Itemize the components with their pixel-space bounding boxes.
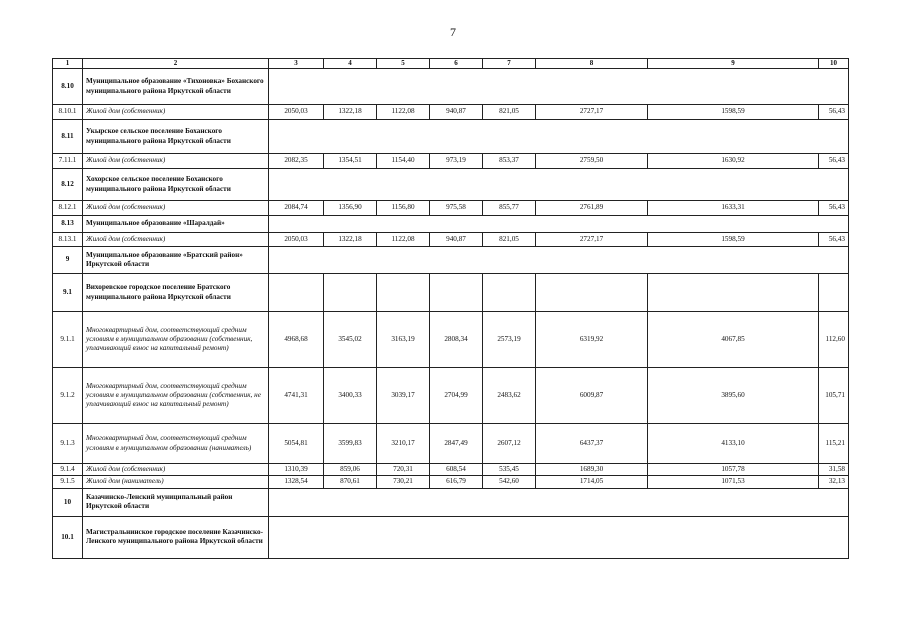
- page-number: 7: [450, 25, 456, 39]
- column-number: 4: [324, 59, 377, 69]
- tariff-value: 2483,62: [483, 368, 536, 424]
- table-row: [53, 233, 849, 247]
- empty-cell: [648, 274, 819, 312]
- row-code: 8.10: [53, 69, 83, 105]
- tariff-value: 6009,87: [536, 368, 648, 424]
- row-code: 10.1: [53, 516, 83, 558]
- tariff-value: 3545,02: [324, 312, 377, 368]
- section-row: [53, 274, 849, 312]
- section-name: Муниципальное образование «Братский район» Иркутской области: [83, 247, 269, 274]
- tariff-value: 31,58: [819, 464, 849, 476]
- housing-type: Многоквартирный дом, соответствующий средним условиям в муниципальном образовании (собственник, не уплачивающий взнос на капитальный ремонт): [83, 368, 269, 424]
- tariff-value: 2847,49: [430, 424, 483, 464]
- tariff-value: 3599,83: [324, 424, 377, 464]
- row-code: 8.12.1: [53, 201, 83, 216]
- column-number: 10: [819, 59, 849, 69]
- tariff-value: 2759,50: [536, 154, 648, 169]
- table-row: [53, 201, 849, 216]
- tariff-value: 940,87: [430, 105, 483, 120]
- row-code: 8.13: [53, 216, 83, 233]
- section-blank-cell: [269, 516, 849, 558]
- tariff-value: 5054,81: [269, 424, 324, 464]
- tariff-value: 608,54: [430, 464, 483, 476]
- tariff-value: 2573,19: [483, 312, 536, 368]
- tariff-value: 115,21: [819, 424, 849, 464]
- tariff-value: 32,13: [819, 476, 849, 488]
- section-name: Муниципальное образование «Тихоновка» Боханского муниципального района Иркутской области: [83, 69, 269, 105]
- tariff-value: 940,87: [430, 233, 483, 247]
- tariff-value: 105,71: [819, 368, 849, 424]
- table-row: [53, 154, 849, 169]
- section-blank-cell: [269, 488, 849, 516]
- tariff-value: 2082,35: [269, 154, 324, 169]
- column-number: 8: [536, 59, 648, 69]
- empty-cell: [430, 274, 483, 312]
- tariff-value: 1328,54: [269, 476, 324, 488]
- tariff-value: 2050,03: [269, 233, 324, 247]
- section-row: [53, 516, 849, 558]
- tariff-value: 2050,03: [269, 105, 324, 120]
- tariff-value: 1057,78: [648, 464, 819, 476]
- tariff-value: 730,21: [377, 476, 430, 488]
- section-blank-cell: [269, 120, 849, 154]
- tariff-value: 6437,37: [536, 424, 648, 464]
- empty-cell: [269, 274, 324, 312]
- tariff-value: 1071,53: [648, 476, 819, 488]
- tariff-value: 3895,60: [648, 368, 819, 424]
- section-blank-cell: [269, 69, 849, 105]
- column-number: 6: [430, 59, 483, 69]
- section-row: [53, 169, 849, 201]
- column-number: 7: [483, 59, 536, 69]
- section-row: [53, 216, 849, 233]
- column-number: 1: [53, 59, 83, 69]
- tariff-value: 3163,19: [377, 312, 430, 368]
- tariff-value: 2704,99: [430, 368, 483, 424]
- tariff-value: 616,79: [430, 476, 483, 488]
- tariff-value: 3400,33: [324, 368, 377, 424]
- row-code: 10: [53, 488, 83, 516]
- row-code: 8.11: [53, 120, 83, 154]
- tariff-value: 56,43: [819, 233, 849, 247]
- row-code: 8.13.1: [53, 233, 83, 247]
- tariff-value: 542,60: [483, 476, 536, 488]
- housing-type: Жилой дом (собственник): [83, 154, 269, 169]
- tariff-value: 1689,30: [536, 464, 648, 476]
- tariff-value: 2761,89: [536, 201, 648, 216]
- tariff-value: 1322,18: [324, 105, 377, 120]
- empty-cell: [819, 274, 849, 312]
- tariff-value: 2607,12: [483, 424, 536, 464]
- row-code: 8.12: [53, 169, 83, 201]
- section-blank-cell: [269, 216, 849, 233]
- tariff-value: 1322,18: [324, 233, 377, 247]
- tariff-value: 1154,40: [377, 154, 430, 169]
- tariff-value: 56,43: [819, 201, 849, 216]
- tariff-value: 973,19: [430, 154, 483, 169]
- column-number: 3: [269, 59, 324, 69]
- tariff-value: 2084,74: [269, 201, 324, 216]
- housing-type: Жилой дом (собственник): [83, 233, 269, 247]
- empty-cell: [377, 274, 430, 312]
- column-number: 9: [648, 59, 819, 69]
- tariff-value: 870,61: [324, 476, 377, 488]
- tariff-value: 2727,17: [536, 105, 648, 120]
- housing-type: Жилой дом (наниматель): [83, 476, 269, 488]
- tariff-value: 821,05: [483, 105, 536, 120]
- tariff-value: 821,05: [483, 233, 536, 247]
- empty-cell: [483, 274, 536, 312]
- tariff-value: 2808,34: [430, 312, 483, 368]
- tariff-value: 855,77: [483, 201, 536, 216]
- row-code: 9.1.4: [53, 464, 83, 476]
- section-row: [53, 120, 849, 154]
- table-row: [53, 464, 849, 476]
- section-row: [53, 69, 849, 105]
- tariff-value: 1156,80: [377, 201, 430, 216]
- housing-type: Жилой дом (собственник): [83, 105, 269, 120]
- tariff-value: 4133,10: [648, 424, 819, 464]
- tariff-value: 1354,51: [324, 154, 377, 169]
- row-code: 9.1.2: [53, 368, 83, 424]
- housing-type: Жилой дом (собственник): [83, 201, 269, 216]
- section-name: Вихоревское городское поселение Братского муниципального района Иркутской области: [83, 274, 269, 312]
- row-code: 9.1: [53, 274, 83, 312]
- tariff-value: 56,43: [819, 154, 849, 169]
- table-row: [53, 424, 849, 464]
- column-number: 2: [83, 59, 269, 69]
- housing-type: Многоквартирный дом, соответствующий средним условиям в муниципальном образовании (собственник, уплачивающий взнос на капитальный ремонт): [83, 312, 269, 368]
- tariff-value: 720,31: [377, 464, 430, 476]
- section-name: Укырское сельское поселение Боханского муниципального района Иркутской области: [83, 120, 269, 154]
- housing-type: Жилой дом (собственник): [83, 464, 269, 476]
- row-code: 7.11.1: [53, 154, 83, 169]
- column-number: 5: [377, 59, 430, 69]
- tariff-value: 1714,05: [536, 476, 648, 488]
- row-code: 9: [53, 247, 83, 274]
- tariff-value: 1598,59: [648, 233, 819, 247]
- tariff-value: 3210,17: [377, 424, 430, 464]
- tariff-value: 975,58: [430, 201, 483, 216]
- section-blank-cell: [269, 169, 849, 201]
- tariff-value: 859,06: [324, 464, 377, 476]
- tariff-value: 853,37: [483, 154, 536, 169]
- tariff-value: 1122,08: [377, 105, 430, 120]
- row-code: 9.1.3: [53, 424, 83, 464]
- section-name: Муниципальное образование «Шаралдай»: [83, 216, 269, 233]
- row-code: 8.10.1: [53, 105, 83, 120]
- section-blank-cell: [269, 247, 849, 274]
- tariff-value: 2727,17: [536, 233, 648, 247]
- tariff-table: [52, 58, 849, 559]
- empty-cell: [536, 274, 648, 312]
- table-body: [53, 69, 849, 559]
- tariff-value: 1630,92: [648, 154, 819, 169]
- table-row: [53, 105, 849, 120]
- tariff-value: 3039,17: [377, 368, 430, 424]
- section-name: Магистральнинское городское поселение Казачинско-Ленского муниципального района Иркутской области: [83, 516, 269, 558]
- section-row: [53, 247, 849, 274]
- tariff-value: 1598,59: [648, 105, 819, 120]
- section-row: [53, 488, 849, 516]
- table-row: [53, 312, 849, 368]
- empty-cell: [324, 274, 377, 312]
- tariff-value: 4741,31: [269, 368, 324, 424]
- tariff-value: 1633,31: [648, 201, 819, 216]
- tariff-value: 1356,90: [324, 201, 377, 216]
- tariff-value: 1122,08: [377, 233, 430, 247]
- tariff-value: 535,45: [483, 464, 536, 476]
- table-row: [53, 476, 849, 488]
- tariff-value: 4067,85: [648, 312, 819, 368]
- tariff-value: 6319,92: [536, 312, 648, 368]
- section-name: Хохорское сельское поселение Боханского муниципального района Иркутской области: [83, 169, 269, 201]
- tariff-value: 112,60: [819, 312, 849, 368]
- section-name: Казачинско-Ленский муниципальный район Иркутской области: [83, 488, 269, 516]
- tariff-value: 4968,68: [269, 312, 324, 368]
- row-code: 9.1.1: [53, 312, 83, 368]
- table-row: [53, 368, 849, 424]
- row-code: 9.1.5: [53, 476, 83, 488]
- tariff-value: 56,43: [819, 105, 849, 120]
- column-number-row: [53, 59, 849, 69]
- tariff-value: 1310,39: [269, 464, 324, 476]
- housing-type: Многоквартирный дом, соответствующий средним условиям в муниципальном образовании (наниматель): [83, 424, 269, 464]
